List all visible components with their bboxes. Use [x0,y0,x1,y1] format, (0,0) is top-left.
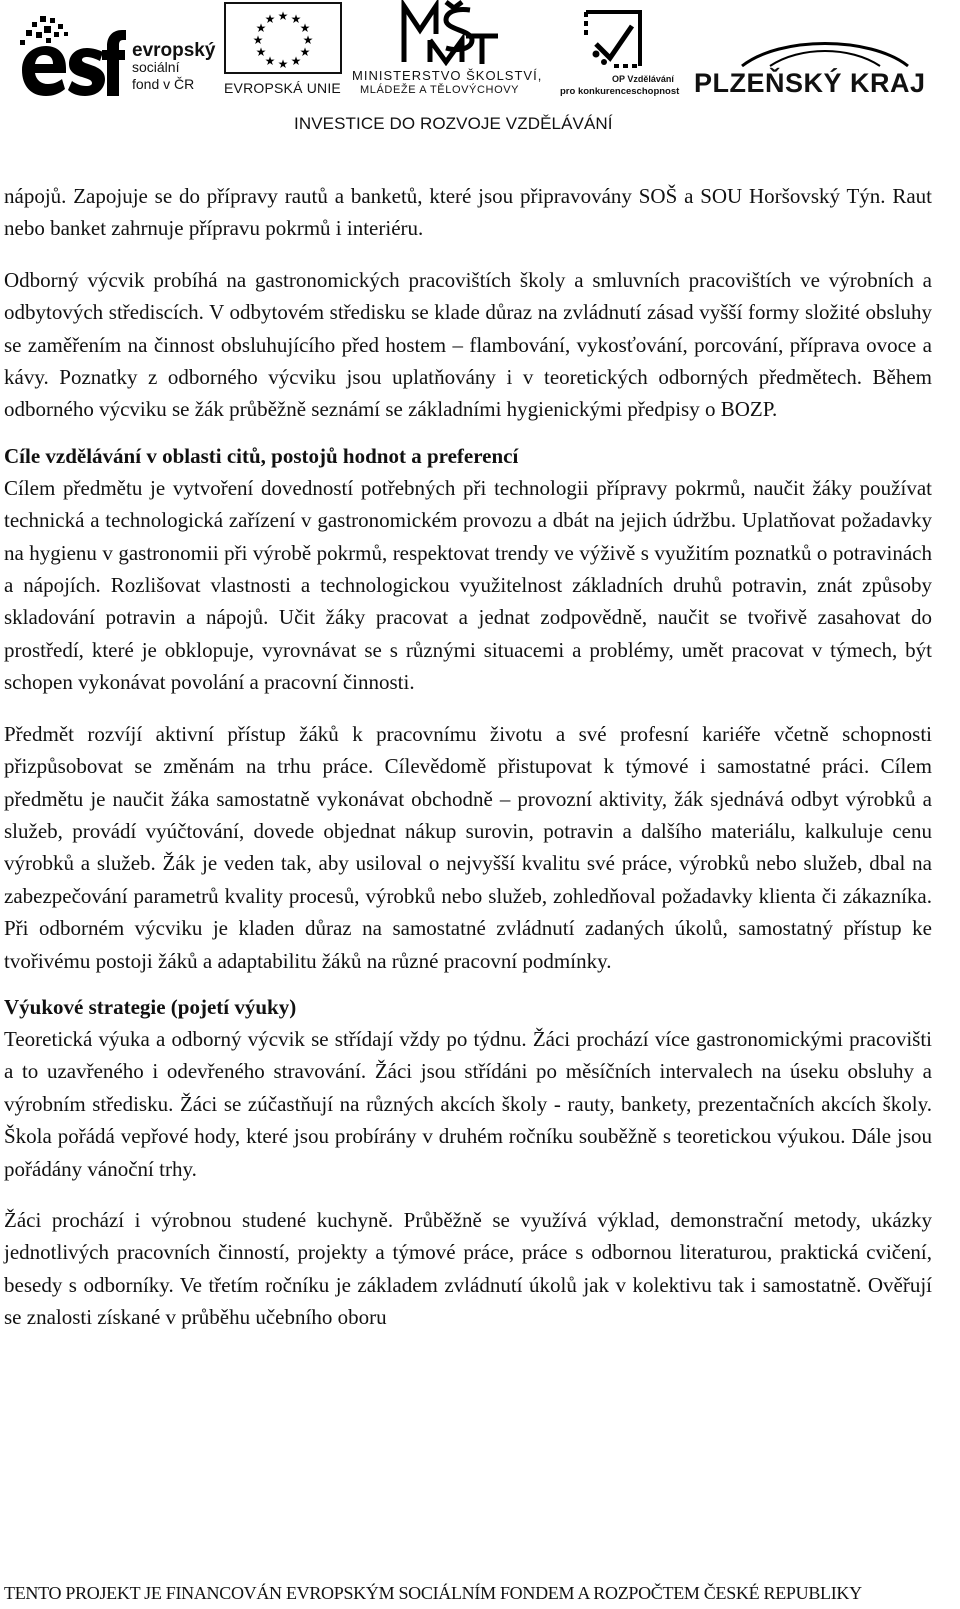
paragraph-3: Cílem předmětu je vytvoření dovedností potřebných při technologii přípravy pokrmů, naučit žáky používat technická a technologická zařízení v gastronomickém provozu a dbát na jejich údržbu. Uplatňovat požadavky na hygienu v gastronomii při výrobě pokrmů, respektovat trendy ve výživě s využitím poznatků o potravinách a nápojích. Rozlišovat vlastnosti a technologickou využitelnost základních druhů potravin, znát způsoby skladování potravin a nápojů. Učit žáky pracovat a jednat zodpovědně, naučit se tvořivě zasahovat do prostředí, které je obklopuje, vyrovnávat se s různými situacemi a problémy, umět pracovat v týmech, být schopen vykonávat povolání a pracovní činnosti. [4,475,932,695]
svg-text:★: ★ [255,21,267,35]
op-line1: OP Vzdělávání [612,74,674,84]
svg-text:★: ★ [277,9,289,23]
logo-header [0,0,960,140]
paragraph-1: nápojů. Zapojuje se do přípravy rautů a banketů, které jsou připravovány SOŠ a SOU Horšovský Týn. Raut nebo banket zahrnuje přípravu pokrmů i interiéru. [4,184,932,241]
heading-goals: Cíle vzdělávání v oblasti citů, postojů hodnot a preferencí [4,443,519,468]
esf-logo [18,16,216,98]
msmt-line1: MINISTERSTVO ŠKOLSTVÍ, [352,68,543,83]
eu-label: EVROPSKÁ UNIE [224,80,341,96]
svg-text:★: ★ [299,21,311,35]
op-logo [560,0,690,100]
svg-text:★: ★ [290,54,302,68]
svg-text:★: ★ [252,33,264,47]
esf-line2: sociální [132,59,180,75]
kraj-name: PLZEŇSKÝ KRAJ [694,68,926,98]
svg-text:★: ★ [264,54,276,68]
paragraph-4: Předmět rozvíjí aktivní přístup žáků k pracovnímu životu a své profesní kariéře včetně schopnosti přizpůsobovat se změnám na trhu práce. Cílevědomě přistupovat k týmové i samostatné práci. Cílem předmětu je naučit žáka samostatně vykonávat obchodně – provozní aktivity, žák sjednává odbyt výrobků a služeb, provádí vyúčtování, dovede objednat nákup surovin, potravin a dalšího materiálu, kalkuluje cenu výrobků a služeb. Žák je veden tak, aby usiloval o nejvyšší kvalitu své práce, výrobků nebo služeb, dbal na zabezpečování parametrů kvality procesů, výrobků nebo služeb, zohledňoval požadavky klienta či zákazníka. Při odborném výcviku je kladen důraz na samostatné zvládnutí zadaných úkolů, samostatný přístup ke tvořivému postoji žáků a adaptabilitu žáků na různé pracovní podmínky. [4,721,932,973]
msmt-logo [352,0,552,100]
svg-text:★: ★ [264,12,276,26]
svg-text:★: ★ [290,12,302,26]
op-mark-icon [580,4,656,72]
eu-flag-icon [224,2,342,74]
msmt-line2: MLÁDEŽE A TĚLOVÝCHOVY [360,84,520,96]
paragraph-5: Teoretická výuka a odborný výcvik se střídají vždy po týdnu. Žáci prochází více gastronomickými pracovišti a to uzavřeného i odevřeného stravování. Žáci jsou střídáni po měsíčních intervalech na úseku obsluhy a výrobním středisku. Žáci se zúčastňují na různých akcích školy - rauty, bankety, prezentačních akcích školy. Škola pořádá vepřové hody, které jsou probírány v druhém ročníku souběžně s teoretickou výukou. Dále jsou pořádány vánoční trhy. [4,1026,932,1181]
svg-text:★: ★ [299,45,311,59]
paragraph-6: Žáci prochází i výrobnou studené kuchyně. Průběžně se využívá výklad, demonstrační metody, ukázky jednotlivých pracovních činností, projekty a týmové práce, práce s odbornou literaturou, praktická cvičení, besedy s odborníky. Ve třetím ročníku je základem zvládnutí úkolů jak v kolektivu tak i samostatně. Ověřují se znalosti získané v průběhu učebního oboru [4,1207,932,1330]
document-body [4,180,932,1334]
eu-stars-icon [226,4,340,72]
svg-text:★: ★ [277,57,289,71]
heading-strategies: Výukové strategie (pojetí výuky) [4,994,297,1019]
header-tagline: INVESTICE DO ROZVOJE VZDĚLÁVÁNÍ [294,114,613,133]
esf-text [132,42,215,93]
svg-text:★: ★ [255,45,267,59]
msmt-mark-icon [400,0,500,66]
esf-line1: evropský [132,40,216,61]
plzensky-kraj-logo [694,40,934,100]
svg-text:★: ★ [302,33,314,47]
eu-logo [224,2,344,98]
kraj-arch-icon [740,40,910,68]
footer-text: TENTO PROJEKT JE FINANCOVÁN EVROPSKÝM SOCIÁLNÍM FONDEM A ROZPOČTEM ČESKÉ REPUBLIKY [4,1583,862,1603]
esf-mark-icon [18,16,126,98]
paragraph-2: Odborný výcvik probíhá na gastronomických pracovištích školy a smluvních pracovištích ve výrobních a odbytových střediscích. V odbytovém středisku se klade důraz na zvládnutí zásad vyšší formy složité obsluhy se zaměřením na činnost obsluhujícího před hostem – flambování, vykosťování, porcování, příprava ovoce a kávy. Poznatky z odborného výcviku jsou uplatňovány i v teoretických odborných předmětech. Během odborného výcviku se žák průběžně seznámí se základními hygienickými předpisy o BOZP. [4,267,932,422]
esf-line3: fond v ČR [132,76,195,92]
op-line2: pro konkurenceschopnost [560,86,680,97]
